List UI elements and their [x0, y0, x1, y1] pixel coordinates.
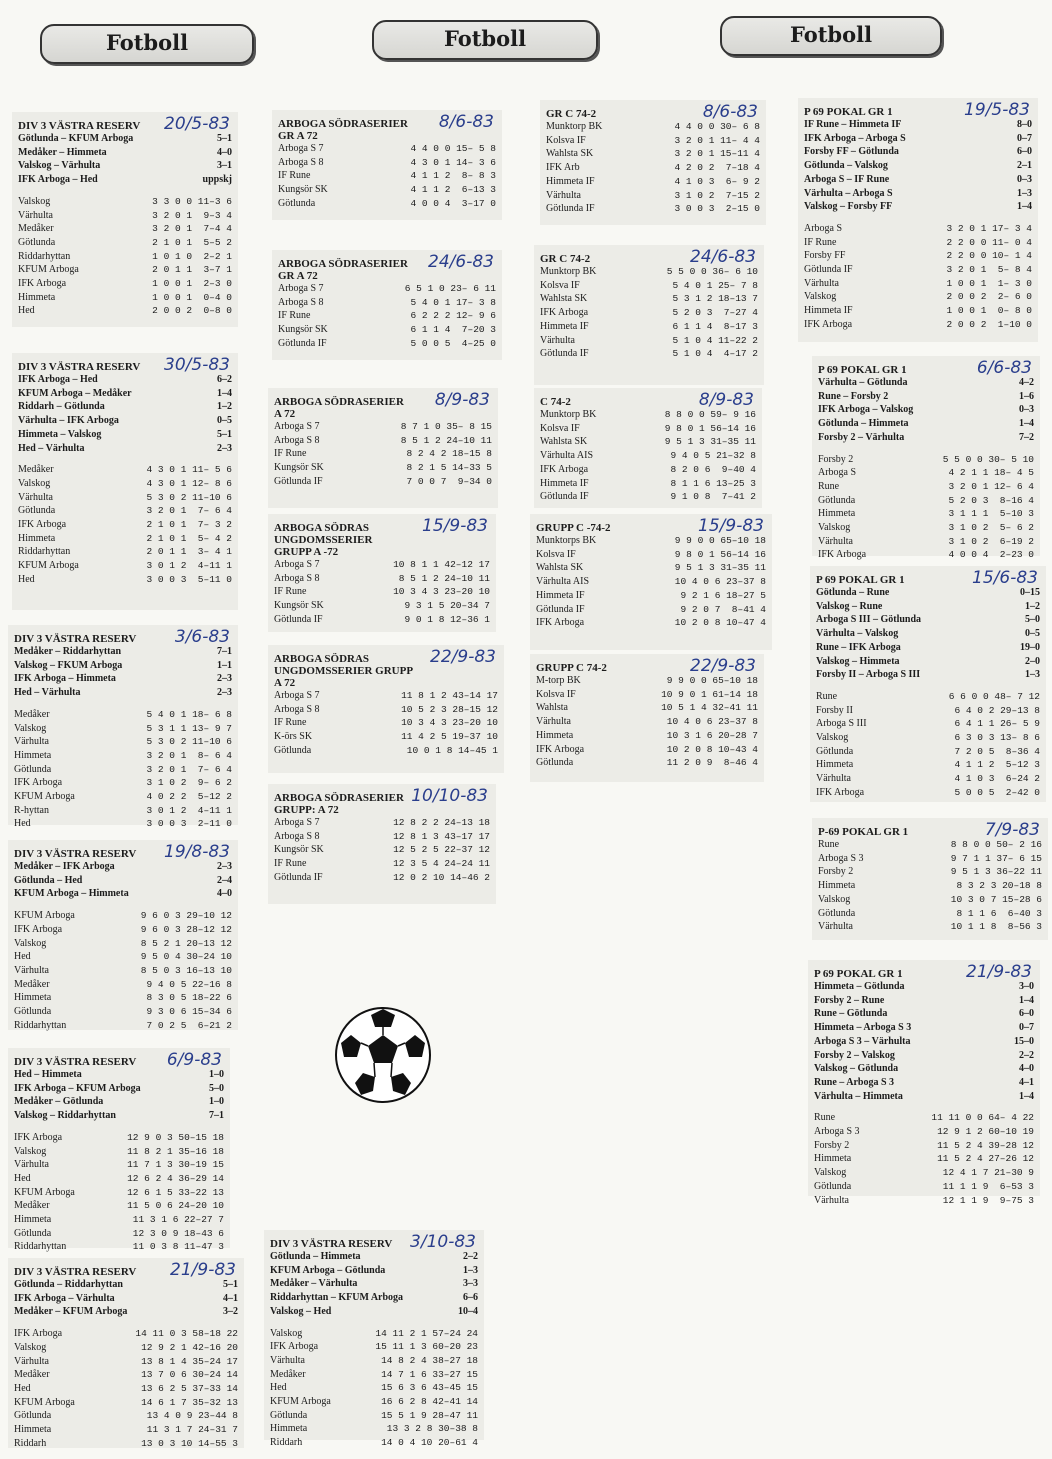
table-row: Götlunda 5 2 0 3 8–16 4: [818, 494, 1034, 506]
table-row: Arboga S 3 9 7 1 1 37– 6 15: [818, 852, 1042, 864]
match-result: Riddarh – Götlunda 1–2: [18, 401, 232, 413]
table-row: Värhulta 4 1 0 3 6–24 2: [816, 773, 1040, 785]
clipping-title: ARBOGA SÖDRAS UNGDOMSSERIER GRUPP A -72: [274, 522, 373, 558]
table-row: Arboga S 7 6 5 1 0 23– 6 11: [278, 283, 496, 294]
table-row: Värhulta 10 1 1 8 8–56 3: [818, 921, 1042, 933]
table-row: IFK Arboga 15 11 1 3 60–20 23: [270, 1341, 478, 1353]
table-row: Himmeta 10 3 1 6 20–28 7: [536, 729, 758, 741]
table-row: IFK Arboga 1 0 0 1 2–3 0: [18, 278, 232, 290]
match-result: Rune – Forsby 2 1–6: [818, 390, 1034, 402]
handwritten-date: 22/9-83: [690, 656, 756, 676]
newspaper-clipping: [272, 110, 502, 220]
table-row: Kungsör SK 9 3 1 5 20–34 7: [274, 600, 490, 612]
table-row: Hed 3 0 0 3 5–11 0: [18, 573, 232, 585]
table-row: Götlunda IF 9 1 0 8 7–41 2: [540, 491, 756, 503]
match-result: Värhulta – Götlunda 4–2: [818, 377, 1034, 388]
table-row: Götlunda 8 1 1 6 6–40 3: [818, 907, 1042, 919]
table-row: Medåker 13 7 0 6 30–24 14: [14, 1369, 238, 1381]
table-row: Valskog 6 3 0 3 13– 8 6: [816, 732, 1040, 744]
match-result: Valskog – Rune 1–2: [816, 600, 1040, 612]
table-row: Värhulta 14 8 2 4 38–27 18: [270, 1354, 478, 1366]
table-row: Värhulta 5 1 0 4 11–22 2: [540, 334, 758, 346]
table-row: Valskog 4 3 0 1 12– 8 6: [18, 477, 232, 489]
table-row: Arboga S 8 8 5 1 2 24–10 11: [274, 572, 490, 584]
table-row: Valskog 14 11 2 1 57–24 24: [270, 1327, 478, 1339]
table-row: Arboga S 8 4 3 0 1 14– 3 6: [278, 156, 496, 168]
table-row: Arboga S III 6 4 1 1 26– 5 9: [816, 718, 1040, 730]
match-result: Hed – Värhulta 2–3: [18, 442, 232, 454]
table-row: Himmeta 2 1 0 1 5– 4 2: [18, 532, 232, 544]
handwritten-date: 15/9-83: [698, 516, 764, 536]
clipping-title: DIV 3 VÄSTRA RESERV: [18, 120, 141, 132]
match-result: KFUM Arboga – Himmeta 4–0: [14, 888, 232, 900]
match-result: KFUM Arboga – Medåker 1–4: [18, 387, 232, 399]
table-row: IFK Arboga 2 1 0 1 7– 3 2: [18, 519, 232, 531]
table-row: Himmeta IF 9 2 1 6 18–27 5: [536, 589, 766, 601]
table-row: Wahlsta SK 9 5 1 3 31–35 11: [540, 436, 756, 448]
clipping-title: ARBOGA SÖDRASERIER A 72: [274, 396, 404, 420]
newspaper-clipping: [268, 645, 504, 773]
table-row: Värhulta 12 1 1 9 9–75 3: [814, 1194, 1034, 1206]
clipping-title: P 69 POKAL GR 1: [804, 106, 893, 118]
newspaper-clipping: [812, 356, 1040, 561]
handwritten-date: 8/6-83: [438, 112, 494, 132]
newspaper-clipping: [8, 1048, 230, 1253]
table-row: Hed 9 5 0 4 30–24 10: [14, 951, 232, 963]
table-row: Värhulta AIS 9 4 0 5 21–32 8: [540, 450, 756, 462]
table-row: Rune 6 6 0 0 48– 7 12: [816, 690, 1040, 702]
newspaper-clipping: [268, 388, 498, 508]
table-row: Valskog 5 3 1 1 13– 9 7: [14, 722, 232, 734]
table-row: Forsby II 6 4 0 2 29–13 8: [816, 704, 1040, 716]
table-row: IFK Arb 4 2 0 2 7–18 4: [546, 162, 760, 174]
table-row: Medåker 11 5 0 6 24–20 10: [14, 1200, 224, 1212]
table-row: Medåker 5 4 0 1 18– 6 8: [14, 708, 232, 720]
table-row: Kolsva IF 3 2 0 1 11– 4 4: [546, 134, 760, 146]
table-row: Värhulta 1 0 0 1 1– 3 0: [804, 277, 1032, 289]
table-row: Arboga S 8 5 4 0 1 17– 3 8: [278, 296, 496, 308]
table-row: Arboga S 8 8 5 1 2 24–10 11: [274, 434, 492, 446]
table-row: Himmeta 3 2 0 1 8– 6 4: [14, 749, 232, 761]
handwritten-date: 24/6-83: [690, 247, 756, 267]
match-result: Himmeta – Arboga S 3 0–7: [814, 1022, 1034, 1034]
handwritten-date: 19/8-83: [164, 842, 230, 862]
table-row: Hed 12 6 2 4 36–29 14: [14, 1172, 224, 1184]
match-result: Forsby 2 – Rune 1–4: [814, 994, 1034, 1006]
table-row: Munktorp BK 5 5 0 0 36– 6 10: [540, 266, 758, 277]
match-result: IFK Arboga – Himmeta 2–3: [14, 673, 232, 685]
table-row: Götlunda IF 9 2 0 7 8–41 4: [536, 603, 766, 615]
table-row: Värhulta 13 8 1 4 35–24 17: [14, 1355, 238, 1367]
table-row: Hed 3 0 0 3 2–11 0: [14, 818, 232, 830]
handwritten-date: 6/6-83: [976, 358, 1032, 378]
table-row: Götlunda 3 2 0 1 7– 6 4: [18, 505, 232, 517]
table-row: Götlunda IF 5 0 0 5 4–25 0: [278, 337, 496, 349]
table-row: Himmeta 8 3 2 3 20–18 8: [818, 880, 1042, 892]
table-row: IF Rune 2 2 0 0 11– 0 4: [804, 236, 1032, 248]
table-row: KFUM Arboga 16 6 2 8 42–41 14: [270, 1396, 478, 1408]
newspaper-clipping: [8, 625, 238, 830]
table-row: Forsby 2 5 5 0 0 30– 5 10: [818, 453, 1034, 465]
match-result: IFK Arboga – Arboga S 0–7: [804, 132, 1032, 144]
table-row: Riddarhyttan 2 0 1 1 3– 4 1: [18, 546, 232, 558]
newspaper-clipping: [272, 250, 502, 360]
table-row: Götlunda 10 0 1 8 14–45 1: [274, 744, 498, 756]
match-result: Värhulta – Himmeta 1–4: [814, 1090, 1034, 1102]
table-row: Riddarhyttan 7 0 2 5 6–21 2: [14, 1019, 232, 1031]
clipping-title: ARBOGA SÖDRASERIER GRUPP: A 72: [274, 792, 404, 816]
table-row: Götlunda 11 2 0 9 8–46 4: [536, 757, 758, 769]
table-row: Götlunda 12 3 0 9 18–43 6: [14, 1227, 224, 1239]
table-row: KFUM Arboga 14 6 1 7 35–32 13: [14, 1396, 238, 1408]
table-row: Medåker 3 2 0 1 7–4 4: [18, 223, 232, 235]
match-result: Riddarhyttan – KFUM Arboga 6–6: [270, 1292, 478, 1304]
table-row: Kungsör SK 6 1 1 4 7–20 3: [278, 324, 496, 336]
table-row: Himmeta 11 5 2 4 27–26 12: [814, 1153, 1034, 1165]
clipping-title: GRUPP C 74-2: [536, 662, 607, 674]
table-row: Värhulta 3 1 0 2 7–15 2: [546, 189, 760, 201]
table-row: Himmeta IF 1 0 0 1 0– 8 0: [804, 305, 1032, 317]
match-result: Valskog – Värhulta 3–1: [18, 160, 232, 172]
table-row: IFK Arboga 5 2 0 3 7–27 4: [540, 307, 758, 319]
handwritten-date: 22/9-83: [430, 647, 496, 667]
handwritten-date: 15/9-83: [422, 516, 488, 536]
match-result: Rune – Götlunda 6–0: [814, 1008, 1034, 1020]
table-row: Götlunda IF 5 1 0 4 4–17 2: [540, 348, 758, 360]
handwritten-date: 21/9-83: [170, 1260, 236, 1280]
match-result: Hed – Himmeta 1–0: [14, 1069, 224, 1080]
table-row: IFK Arboga 2 0 0 2 1–10 0: [804, 318, 1032, 330]
match-result: Götlunda – Himmeta 2–2: [270, 1251, 478, 1262]
table-row: Himmeta 11 3 1 7 24–31 7: [14, 1424, 238, 1436]
match-result: Valskog – Forsby FF 1–4: [804, 201, 1032, 213]
handwritten-date: 8/6-83: [702, 102, 758, 122]
table-row: Medåker 4 3 0 1 11– 5 6: [18, 464, 232, 476]
table-row: Götlunda 7 2 0 5 8–36 4: [816, 745, 1040, 757]
table-row: IF Rune 8 2 4 2 18–15 8: [274, 448, 492, 460]
table-row: Hed 2 0 0 2 0–8 0: [18, 305, 232, 317]
newspaper-clipping: [12, 353, 238, 610]
table-row: IFK Arboga 8 2 0 6 9–40 4: [540, 463, 756, 475]
table-row: Munktorps BK 9 9 0 0 65–10 18: [536, 535, 766, 546]
handwritten-date: 30/5-83: [164, 355, 230, 375]
match-result: IFK Arboga – Valskog 0–3: [818, 404, 1034, 416]
newspaper-clipping: [12, 112, 238, 327]
table-row: Valskog 10 3 0 7 15–28 6: [818, 893, 1042, 905]
table-row: Riddarh 13 0 3 10 14–55 3: [14, 1437, 238, 1449]
table-row: Värhulta AIS 10 4 0 6 23–37 8: [536, 576, 766, 588]
newspaper-clipping: [264, 1230, 484, 1449]
table-row: Medåker 14 7 1 6 33–27 15: [270, 1368, 478, 1380]
match-result: Medåker – Värhulta 3–3: [270, 1278, 478, 1290]
newspaper-clipping: [534, 388, 762, 508]
table-row: Himmeta 13 3 2 8 30–38 8: [270, 1423, 478, 1435]
match-result: Medåker – KFUM Arboga 3–2: [14, 1306, 238, 1318]
table-row: KFUM Arboga 9 6 0 3 29–10 12: [14, 910, 232, 922]
table-row: Wahlsta 10 5 1 4 32–41 11: [536, 702, 758, 714]
table-row: Götlunda 13 4 0 9 23–44 8: [14, 1410, 238, 1422]
newspaper-clipping: [268, 514, 496, 632]
match-result: Arboga S III – Götlunda 5–0: [816, 614, 1040, 626]
table-row: Munktorp BK 4 4 0 0 30– 6 8: [546, 121, 760, 132]
match-result: Forsby 2 – Värhulta 7–2: [818, 431, 1034, 443]
table-row: IFK Arboga 14 11 0 3 58–18 22: [14, 1328, 238, 1340]
table-row: IF Rune 12 3 5 4 24–24 11: [274, 858, 490, 870]
clipping-title: GR C 74-2: [546, 108, 597, 120]
newspaper-clipping: [810, 566, 1046, 802]
newspaper-clipping: [798, 98, 1038, 342]
table-row: Värhulta 8 5 0 3 16–13 10: [14, 964, 232, 976]
table-row: Wahlsta SK 5 3 1 2 18–13 7: [540, 293, 758, 305]
table-row: Wahlsta SK 9 5 1 3 31–35 11: [536, 562, 766, 574]
handwritten-date: 21/9-83: [966, 962, 1032, 982]
table-row: Götlunda 4 0 0 4 3–17 0: [278, 197, 496, 209]
match-result: Medåker – Götlunda 1–0: [14, 1096, 224, 1108]
clipping-title: DIV 3 VÄSTRA RESERV: [270, 1238, 393, 1250]
clipping-title: ARBOGA SÖDRAS UNGDOMSSERIER GRUPP A 72: [274, 653, 413, 689]
newspaper-clipping: [808, 960, 1040, 1206]
match-result: Götlunda – Himmeta 1–4: [818, 418, 1034, 430]
table-row: Valskog 12 4 1 7 21–30 9: [814, 1167, 1034, 1179]
handwritten-date: 8/9-83: [434, 390, 490, 410]
table-row: Arboga S 7 4 4 0 0 15– 5 8: [278, 143, 496, 154]
clipping-title: P 69 POKAL GR 1: [818, 364, 907, 376]
handwritten-date: 8/9-83: [698, 390, 754, 410]
match-result: Himmeta – Valskog 5–1: [18, 428, 232, 440]
clipping-title: ARBOGA SÖDRASERIER GR A 72: [278, 118, 408, 142]
match-result: Götlunda – KFUM Arboga 5–1: [18, 133, 232, 144]
match-result: IFK Arboga – Värhulta 4–1: [14, 1292, 238, 1304]
table-row: Arboga S 8 10 5 2 3 28–15 12: [274, 703, 498, 715]
table-row: Kolsva IF 10 9 0 1 61–14 18: [536, 688, 758, 700]
table-row: Kolsva IF 9 8 0 1 56–14 16: [540, 422, 756, 434]
clipping-title: P 69 POKAL GR 1: [816, 574, 905, 586]
match-result: Valskog – Riddarhyttan 7–1: [14, 1110, 224, 1122]
match-result: Forsby FF – Götlunda 6–0: [804, 146, 1032, 158]
table-row: Himmeta IF 6 1 1 4 8–17 3: [540, 320, 758, 332]
table-row: IFK Arboga 4 0 0 4 2–23 0: [818, 549, 1034, 561]
table-row: Kolsva IF 5 4 0 1 25– 7 8: [540, 279, 758, 291]
match-result: Götlunda – Valskog 2–1: [804, 160, 1032, 172]
table-row: Arboga S 3 12 9 1 2 60–10 19: [814, 1126, 1034, 1138]
match-result: Medåker – Himmeta 4–0: [18, 146, 232, 158]
table-row: Arboga S 7 12 8 2 2 24–13 18: [274, 817, 490, 828]
banner-right: Fotboll: [720, 16, 942, 56]
table-row: M-torp BK 9 9 0 0 65–10 18: [536, 675, 758, 686]
table-row: Götlunda 3 2 0 1 7– 6 4: [14, 763, 232, 775]
match-result: Medåker – Riddarhyttan 7–1: [14, 646, 232, 657]
match-result: Valskog – FKUM Arboga 1–1: [14, 659, 232, 671]
match-result: KFUM Arboga – Götlunda 1–3: [270, 1264, 478, 1276]
table-row: Kungsör SK 8 2 1 5 14–33 5: [274, 462, 492, 474]
match-result: Forsby II – Arboga S III 1–3: [816, 669, 1040, 681]
table-row: Värhulta 10 4 0 6 23–37 8: [536, 716, 758, 728]
table-row: Götlunda IF 3 2 0 1 5– 8 4: [804, 264, 1032, 276]
handwritten-date: 19/5-83: [964, 100, 1030, 120]
table-row: KFUM Arboga 3 0 1 2 4–11 1: [18, 560, 232, 572]
table-row: Värhulta 5 3 0 2 11–10 6: [14, 736, 232, 748]
table-row: Valskog 3 3 0 0 11–3 6: [18, 195, 232, 207]
match-result: IFK Arboga – Hed uppskj: [18, 174, 232, 186]
clipping-title: P-69 POKAL GR 1: [818, 826, 909, 838]
table-row: Himmeta 3 1 1 1 5–10 3: [818, 508, 1034, 520]
newspaper-clipping: [812, 818, 1048, 940]
table-row: Riddarhyttan 1 0 1 0 2–2 1: [18, 250, 232, 262]
clipping-title: ARBOGA SÖDRASERIER GR A 72: [278, 258, 408, 282]
table-row: IFK Arboga 12 9 0 3 50–15 18: [14, 1131, 224, 1143]
table-row: Götlunda IF 9 0 1 8 12–36 1: [274, 613, 490, 625]
clipping-title: GR C 74-2: [540, 253, 591, 265]
table-row: Forsby FF 2 2 0 0 10– 1 4: [804, 250, 1032, 262]
newspaper-clipping: [534, 245, 764, 385]
table-row: Götlunda 15 5 1 9 28–47 11: [270, 1409, 478, 1421]
table-row: Valskog 11 8 2 1 35–16 18: [14, 1145, 224, 1157]
table-row: Arboga S 7 11 8 1 2 43–14 17: [274, 690, 498, 701]
table-row: Rune 3 2 0 1 12– 6 4: [818, 480, 1034, 492]
match-result: Hed – Värhulta 2–3: [14, 687, 232, 699]
table-row: Kungsör SK 12 5 2 5 22–37 12: [274, 844, 490, 856]
newspaper-clipping: [268, 784, 496, 904]
table-row: Arboga S 3 2 0 1 17– 3 4: [804, 222, 1032, 234]
match-result: Forsby 2 – Valskog 2–2: [814, 1049, 1034, 1061]
clipping-title: DIV 3 VÄSTRA RESERV: [18, 361, 141, 373]
table-row: IF Rune 4 1 1 2 8– 8 3: [278, 170, 496, 182]
table-row: Hed 15 6 3 6 43–45 15: [270, 1382, 478, 1394]
table-row: Himmeta 4 1 1 2 5–12 3: [816, 759, 1040, 771]
match-result: IF Rune – Himmeta IF 8–0: [804, 119, 1032, 130]
table-row: Valskog 12 9 2 1 42–16 20: [14, 1341, 238, 1353]
match-result: Arboga S 3 – Värhulta 15–0: [814, 1035, 1034, 1047]
match-result: Götlunda – Riddarhyttan 5–1: [14, 1279, 238, 1290]
table-row: Värhulta 5 3 0 2 11–10 6: [18, 491, 232, 503]
table-row: Valskog 8 5 2 1 20–13 12: [14, 937, 232, 949]
table-row: Valskog 2 0 0 2 2– 6 0: [804, 291, 1032, 303]
table-row: Riddarhyttan 11 0 3 8 11–47 3: [14, 1241, 224, 1253]
table-row: IFK Arboga 10 2 0 8 10–47 4: [536, 617, 766, 629]
table-row: IFK Arboga 5 0 0 5 2–42 0: [816, 786, 1040, 798]
newspaper-clipping: [8, 840, 238, 1030]
table-row: KFUM Arboga 12 6 1 5 33–22 13: [14, 1186, 224, 1198]
table-row: Himmeta IF 4 1 0 3 6– 9 2: [546, 175, 760, 187]
table-row: Götlunda IF 7 0 0 7 9–34 0: [274, 475, 492, 487]
table-row: Värhulta 3 1 0 2 6–19 2: [818, 535, 1034, 547]
table-row: IF Rune 10 3 4 3 23–20 10: [274, 586, 490, 598]
clipping-title: DIV 3 VÄSTRA RESERV: [14, 1266, 137, 1278]
table-row: IFK Arboga 3 1 0 2 9– 6 2: [14, 777, 232, 789]
handwritten-date: 24/6-83: [428, 252, 494, 272]
newspaper-clipping: [8, 1258, 244, 1448]
table-row: Värhulta 11 7 1 3 30–19 15: [14, 1159, 224, 1171]
handwritten-date: 20/5-83: [164, 114, 230, 134]
handwritten-date: 15/6-83: [972, 568, 1038, 588]
clipping-title: DIV 3 VÄSTRA RESERV: [14, 1056, 137, 1068]
table-row: Arboga S 7 10 8 1 1 42–12 17: [274, 559, 490, 570]
handwritten-date: 3/6-83: [174, 627, 230, 647]
table-row: Rune 11 11 0 0 64– 4 22: [814, 1112, 1034, 1124]
table-row: Valskog 3 1 0 2 5– 6 2: [818, 522, 1034, 534]
match-result: Himmeta – Götlunda 3–0: [814, 981, 1034, 992]
football-icon: [333, 1005, 433, 1105]
table-row: IF Rune 6 2 2 2 12– 9 6: [278, 310, 496, 322]
match-result: IFK Arboga – KFUM Arboga 5–0: [14, 1082, 224, 1094]
table-row: Arboga S 4 2 1 1 18– 4 5: [818, 467, 1034, 479]
match-result: Medåker – IFK Arboga 2–3: [14, 861, 232, 872]
table-row: Munktorp BK 8 8 0 0 59– 9 16: [540, 409, 756, 420]
table-row: KFUM Arboga 4 0 2 2 5–12 2: [14, 791, 232, 803]
table-row: Götlunda IF 12 0 2 10 14–46 2: [274, 871, 490, 883]
table-row: Hed 13 6 2 5 37–33 14: [14, 1382, 238, 1394]
banner-left: Fotboll: [40, 24, 254, 64]
table-row: Himmeta IF 8 1 1 6 13–25 3: [540, 477, 756, 489]
table-row: K-örs SK 11 4 2 5 19–37 10: [274, 731, 498, 743]
table-row: Himmeta 1 0 0 1 0–4 0: [18, 291, 232, 303]
clipping-title: DIV 3 VÄSTRA RESERV: [14, 848, 137, 860]
table-row: Himmeta 8 3 0 5 18–22 6: [14, 992, 232, 1004]
table-row: Götlunda 9 3 0 6 15–34 6: [14, 1006, 232, 1018]
match-result: Värhulta – IFK Arboga 0–5: [18, 415, 232, 427]
table-row: IFK Arboga 10 2 0 8 10–43 4: [536, 743, 758, 755]
table-row: Forsby 2 9 5 1 3 36–22 11: [818, 866, 1042, 878]
clipping-title: GRUPP C -74-2: [536, 522, 611, 534]
match-result: Värhulta – Arboga S 1–3: [804, 187, 1032, 199]
match-result: Värhulta – Valskog 0–5: [816, 628, 1040, 640]
match-result: Rune – IFK Arboga 19–0: [816, 641, 1040, 653]
table-row: Kungsör SK 4 1 1 2 6–13 3: [278, 184, 496, 196]
match-result: Valskog – Hed 10–4: [270, 1305, 478, 1317]
table-row: Arboga S 8 12 8 1 3 43–17 17: [274, 830, 490, 842]
match-result: Götlunda – Rune 0–15: [816, 587, 1040, 598]
table-row: IFK Arboga 9 6 0 3 28–12 12: [14, 923, 232, 935]
match-result: Valskog – Himmeta 2–0: [816, 655, 1040, 667]
clipping-title: P 69 POKAL GR 1: [814, 968, 903, 980]
match-result: Arboga S – IF Rune 0–3: [804, 173, 1032, 185]
match-result: Rune – Arboga S 3 4–1: [814, 1076, 1034, 1088]
clipping-title: DIV 3 VÄSTRA RESERV: [14, 633, 137, 645]
table-row: R-hyttan 3 0 1 2 4–11 1: [14, 804, 232, 816]
newspaper-clipping: [530, 514, 772, 650]
table-row: Götlunda 2 1 0 1 5–5 2: [18, 236, 232, 248]
table-row: Himmeta 11 3 1 6 22–27 7: [14, 1214, 224, 1226]
handwritten-date: 10/10-83: [411, 786, 488, 806]
table-row: Götlunda IF 3 0 0 3 2–15 0: [546, 203, 760, 215]
handwritten-date: 6/9-83: [166, 1050, 222, 1070]
table-row: Medåker 9 4 0 5 22–16 8: [14, 978, 232, 990]
handwritten-date: 7/9-83: [984, 820, 1040, 840]
table-row: Wahlsta SK 3 2 0 1 15–11 4: [546, 148, 760, 160]
table-row: Riddarh 14 0 4 10 20–61 4: [270, 1437, 478, 1449]
newspaper-clipping: [530, 654, 764, 782]
table-row: Rune 8 8 0 0 50– 2 16: [818, 839, 1042, 850]
table-row: KFUM Arboga 2 0 1 1 3–7 1: [18, 264, 232, 276]
table-row: IF Rune 10 3 4 3 23–20 10: [274, 717, 498, 729]
match-result: Götlunda – Hed 2–4: [14, 874, 232, 886]
banner-center: Fotboll: [372, 20, 598, 60]
table-row: Forsby 2 11 5 2 4 39–28 12: [814, 1139, 1034, 1151]
clipping-title: C 74-2: [540, 396, 571, 408]
newspaper-clipping: [540, 100, 766, 225]
match-result: IFK Arboga – Hed 6–2: [18, 374, 232, 385]
match-result: Valskog – Götlunda 4–0: [814, 1063, 1034, 1075]
table-row: Götlunda 11 1 1 9 6–53 3: [814, 1180, 1034, 1192]
table-row: Kolsva IF 9 8 0 1 56–14 16: [536, 548, 766, 560]
table-row: Arboga S 7 8 7 1 0 35– 8 15: [274, 421, 492, 432]
handwritten-date: 3/10-83: [410, 1232, 476, 1252]
table-row: Värhulta 3 2 0 1 9–3 4: [18, 209, 232, 221]
